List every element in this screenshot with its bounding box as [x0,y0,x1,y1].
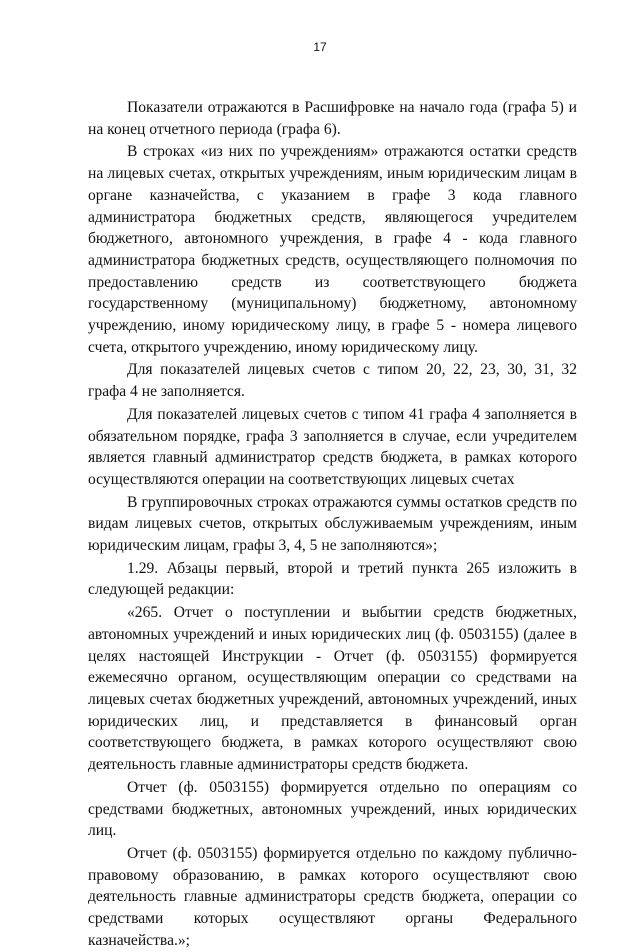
page-number: 17 [313,40,327,54]
paragraph: «265. Отчет о поступлении и выбытии средств бюджетных, автономных учреждений и иных юридических лиц (ф. 0503155) (далее в целях настоящей Инструкции - Отчет (ф. 0503155) формируется ежемесячно органом, осуществляющим операции со средствами на лицевых счетах бюджетных учреждений, автономных учреждений, иных юридических лиц, и представляется в финансовый орган соответствующего бюджета, в рамках которого осуществляют свою деятельность главные администраторы средств бюджета. [88,604,577,774]
paragraph: Для показателей лицевых счетов с типом 20, 22, 23, 30, 31, 32 графа 4 не заполняется. [88,361,577,401]
paragraph: Отчет (ф. 0503155) формируется отдельно по операциям со средствами бюджетных, автономных учреждений, иных юридических лиц. [88,778,577,840]
paragraph: Для показателей лицевых счетов с типом 41 графа 4 заполняется в обязательном порядке, графа 3 заполняется в случае, если учредителем является главный администратор средств бюджета, в рамках которого осуществляются операции на соответствующих лицевых счетах [88,405,577,488]
paragraph: В строках «из них по учреждениям» отражаются остатки средств на лицевых счетах, открытых учреждениям, иным юридическим лицам в органе казначейства, с указанием в графе 3 кода главного администратора бюджетных средств, являющегося учредителем бюджетного, автономного учреждения, в графе 4 - кода главного администратора бюджетных средств, осуществляющего полномочия по предоставлению средств из соответствующего бюджета государственному (муниципальному) бюджетному, автономному учреждению, иному юридическому лицу, в графе 5 - номера лицевого счета, открытого учреждению, иному юридическому лицу. [88,143,577,356]
paragraph: Отчет (ф. 0503155) формируется отдельно по каждому публично-правовому образованию, в рамках которого осуществляют свою деятельность главные администраторы средств бюджета, операции со средствами которых осуществляют органы Федерального казначейства.»; [88,844,577,949]
paragraph: Показатели отражаются в Расшифровке на начало года (графа 5) и на конец отчетного периода (графа 6). [88,99,577,138]
paragraph: 1.29. Абзацы первый, второй и третий пункта 265 изложить в следующей редакции: [88,559,577,599]
document-body [88,97,577,952]
paragraph: В группировочных строках отражаются суммы остатков средств по видам лицевых счетов, открытых обслуживаемым учреждениям, иным юридическим лицам, графы 3, 4, 5 не заполняются»; [88,493,577,555]
